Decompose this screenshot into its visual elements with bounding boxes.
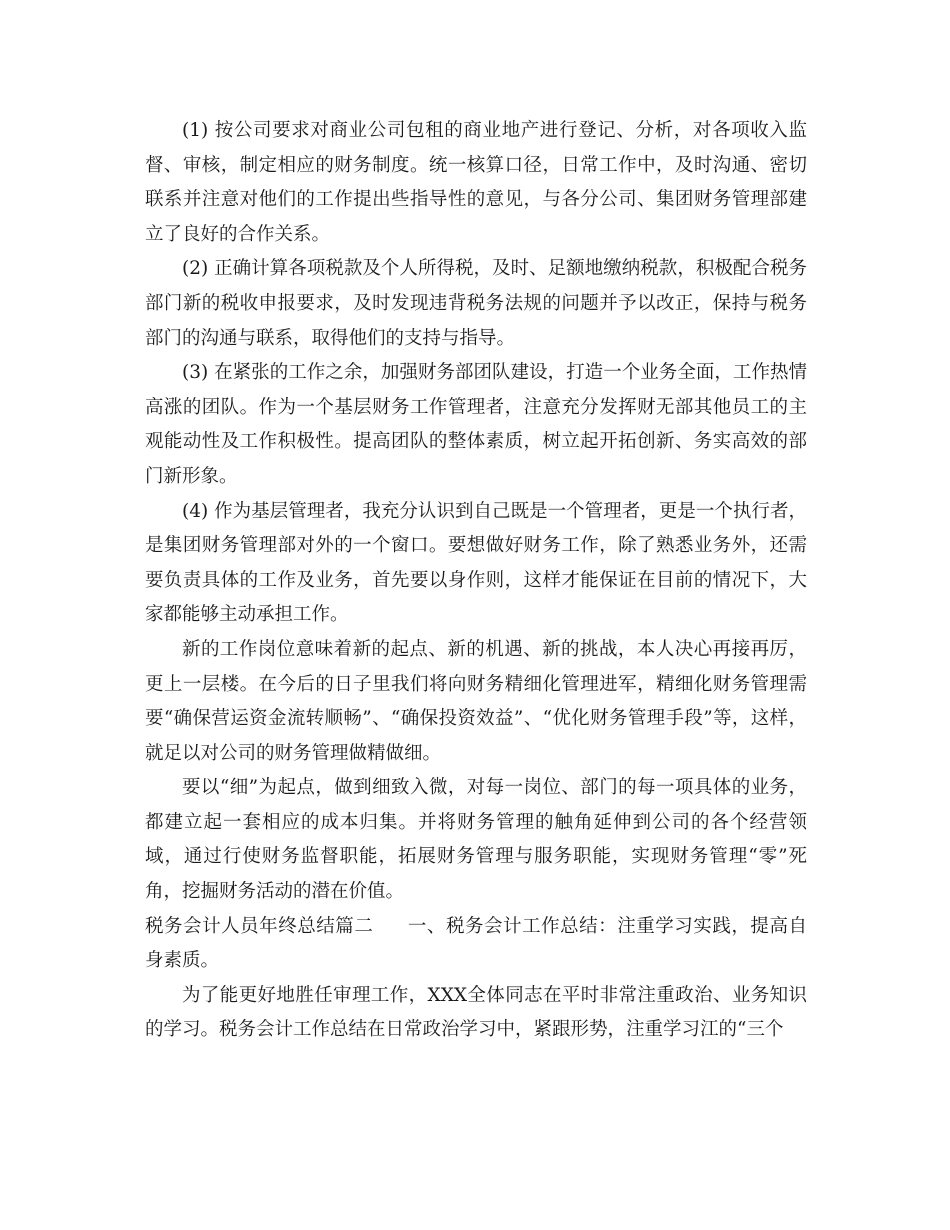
section-title: 税务会计人员年终总结篇二 bbox=[145, 915, 374, 937]
paragraph-closing: 为了能更好地胜任审理工作，XXX全体同志在平时非常注重政治、业务知识的学习。税务会计工作总结在日常政治学习中，紧跟形势，注重学习江的“三个 bbox=[145, 984, 807, 1041]
paragraph-item-3: (3) 在紧张的工作之余，加强财务部团队建设，打造一个业务全面，工作热情高涨的团队。作为一个基层财务工作管理者，注意充分发挥财无部其他员工的主观能动性及工作积极性。提高团队的整体素质，树立起开拓创新、务实高效的部门新形象。 bbox=[145, 362, 807, 487]
paragraph-item-1: (1) 按公司要求对商业公司包租的商业地产进行登记、分析，对各项收入监督、审核，制定相应的财务制度。统一核算口径，日常工作中，及时沟通、密切联系并注意对他们的工作提出些指导性的意见，与各分公司、集团财务管理部建立了良好的合作关系。 bbox=[145, 120, 807, 245]
paragraph-conclusion: 新的工作岗位意味着新的起点、新的机遇、新的挑战，本人决心再接再厉，更上一层楼。在今后的日子里我们将向财务精细化管理进军，精细化财务管理需要“确保营运资金流转顺畅”、“确保投资效益”、“优化财务管理手段”等，这样，就足以对公司的财务管理做精做细。 bbox=[145, 638, 807, 764]
paragraph-item-4: (4) 作为基层管理者，我充分认识到自己既是一个管理者，更是一个执行者，是集团财务管理部对外的一个窗口。要想做好财务工作，除了熟悉业务外，还需要负责具体的工作及业务，首先要以身作则，这样才能保证在目前的情况下，大家都能够主动承担工作。 bbox=[145, 500, 807, 626]
paragraph-item-2: (2) 正确计算各项税款及个人所得税，及时、足额地缴纳税款，积极配合税务部门新的税收申报要求，及时发现违背税务法规的问题并予以改正，保持与税务部门的沟通与联系，取得他们的支持与指导。 bbox=[145, 258, 807, 349]
section-subheading: 一、税务会计工作总结：注重学习实践，提高自身素质。 bbox=[145, 915, 807, 972]
paragraph-detail: 要以“细”为起点，做到细致入微，对每一岗位、部门的每一项具体的业务，都建立起一套相应的成本归集。并将财务管理的触角延伸到公司的各个经营领域，通过行使财务监督职能，拓展财务管理与服务职能，实现财务管理“零”死角，挖掘财务活动的潜在价值。 bbox=[145, 777, 807, 903]
document-body bbox=[145, 114, 807, 1048]
section-heading-line bbox=[145, 910, 807, 979]
